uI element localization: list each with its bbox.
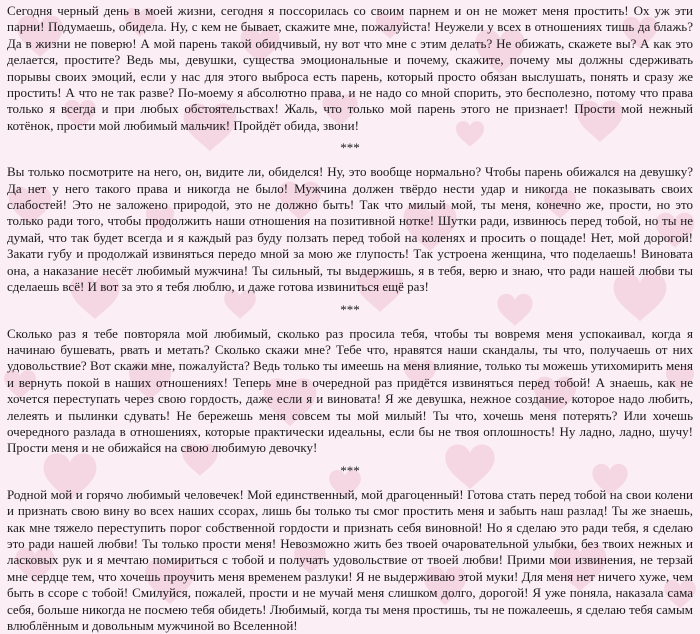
separator-3: *** xyxy=(340,462,360,478)
separator-1: *** xyxy=(340,140,360,156)
paragraph-3: Сколько раз я тебе повторяла мой любимый, сколько раз просила тебя, чтобы ты вовремя меня успокаивал, когда я начинаю бушевать, рвать и метать? Сколько скажи мне? Тебе что, нравятся наши скандалы, ты что, получаешь от них удовольствие? Вот скажи мне, пожалуйста? Ведь только ты имеешь на меня влияние, только ты можешь утихомирить меня и вернуть покой в наших отношениях! Теперь мне в очередной раз придётся извиняться перед тобой! А знаешь, как не хочется переступать через свою гордость, даже если я и виновата! Я же девушка, нежное создание, которое надо любить, лелеять и пылинки сдувать! Не бережешь меня совсем ты мой милый! Ты что, хочешь меня потерять? Или хочешь очередного разлада в отношениях, которые практически идеальны, если бы не твоя оплошность! Ну ладно, ладно, шучу! Прости меня и не обижайся на свою любимую девочку! xyxy=(7,325,693,456)
paragraph-1: Сегодня черный день в моей жизни, сегодня я поссорилась со своим парнем и он не может меня простить! Ох уж эти парни! Подумаешь, обидела. Ну, с кем не бывает, скажите мне, пожалуйста! Неужели у всех в отношениях тишь да блажь? Да в жизни не поверю! А мой парень такой обидчивый, ну вот что мне с этим делать? Не обижать, скажете вы? А как это делается, простите? Ведь мы, девушки, существа эмоциональные и почему, скажите, почему мы должны сдерживать порывы своих эмоций, если у нас для этого выброса есть парень, который просто обязан выслушать, понять и сразу же простить! А что не так разве? По-моему я абсолютно права, и не надо со мной спорить, это бесполезно, потому что права только я всегда и при любых обстоятельствах! Жаль, что только мой парень этого не признает! Прости мой нежный котёнок, прости мой любимый мальчик! Пройдёт обида, звони! xyxy=(7,3,693,133)
paragraph-2: Вы только посмотрите на него, он, видите ли, обиделся! Ну, это вообще нормально? Чтобы парень обижался на девушку? Да нет у него такого права и никогда не было! Мужчина должен твёрдо нести удар и никогда не показывать своих слабостей! Это не заложено природой, это не должно быть! Так что милый мой, ты меня, конечно же, прости, но это только ради того, чтобы продолжить наши отношения на позитивной нотке! Шутки ради, извинюсь перед тобой, но ты не думай, что так будет всегда и я каждый раз буду ползать перед тобой на коленях и просить о пощаде! Нет, мой дорогой! Закати губу и продолжай извиняться передо мной за мою же глупость! Так устроена женщина, что поделаешь! Виновата она, а наказание несёт любимый мужчина! Ты сильный, ты выдержишь, я в тебя, верю и знаю, что ради нашей любви ты сделаешь всё! И вот за это я тебя люблю, и даже готова извиниться ещё раз! xyxy=(7,164,693,295)
paragraph-4: Родной мой и горячо любимый человечек! Мой единственный, мой драгоценный! Готова стать перед тобой на свои колени и признать свою вину во всех наших ссорах, лишь бы только ты смог простить меня и забыть наш разлад! Ты же знаешь, как мне тяжело переступить порог собственной гордости и признать себя виновной! Но я сделаю это ради тебя, я сделаю это ради нашей любви! Ты только прости меня! Невозможно жить без твоей очаровательной улыбки, без твоих нежных и ласковых рук и я мечтаю помириться с тобой и получать удовольствие от твоей любви! Прими мои извинения, не терзай мне сердце тем, что хочешь проучить меня временем разлуки! Я не выдерживаю этой муки! Для меня нет ничего хуже, чем быть в ссоре с тобой! Смилуйся, пожалей, прости и не мучай меня слишком долго, дорогой! Я уже поняла, наказала сама себя, больше никогда не посмею тебя обидеть! Любимый, когда ты меня простишь, ты не пожалеешь, я сделаю тебя самым влюблённым и довольным мужчиной во Вселенной! xyxy=(7,486,693,633)
separator-2: *** xyxy=(340,301,360,317)
